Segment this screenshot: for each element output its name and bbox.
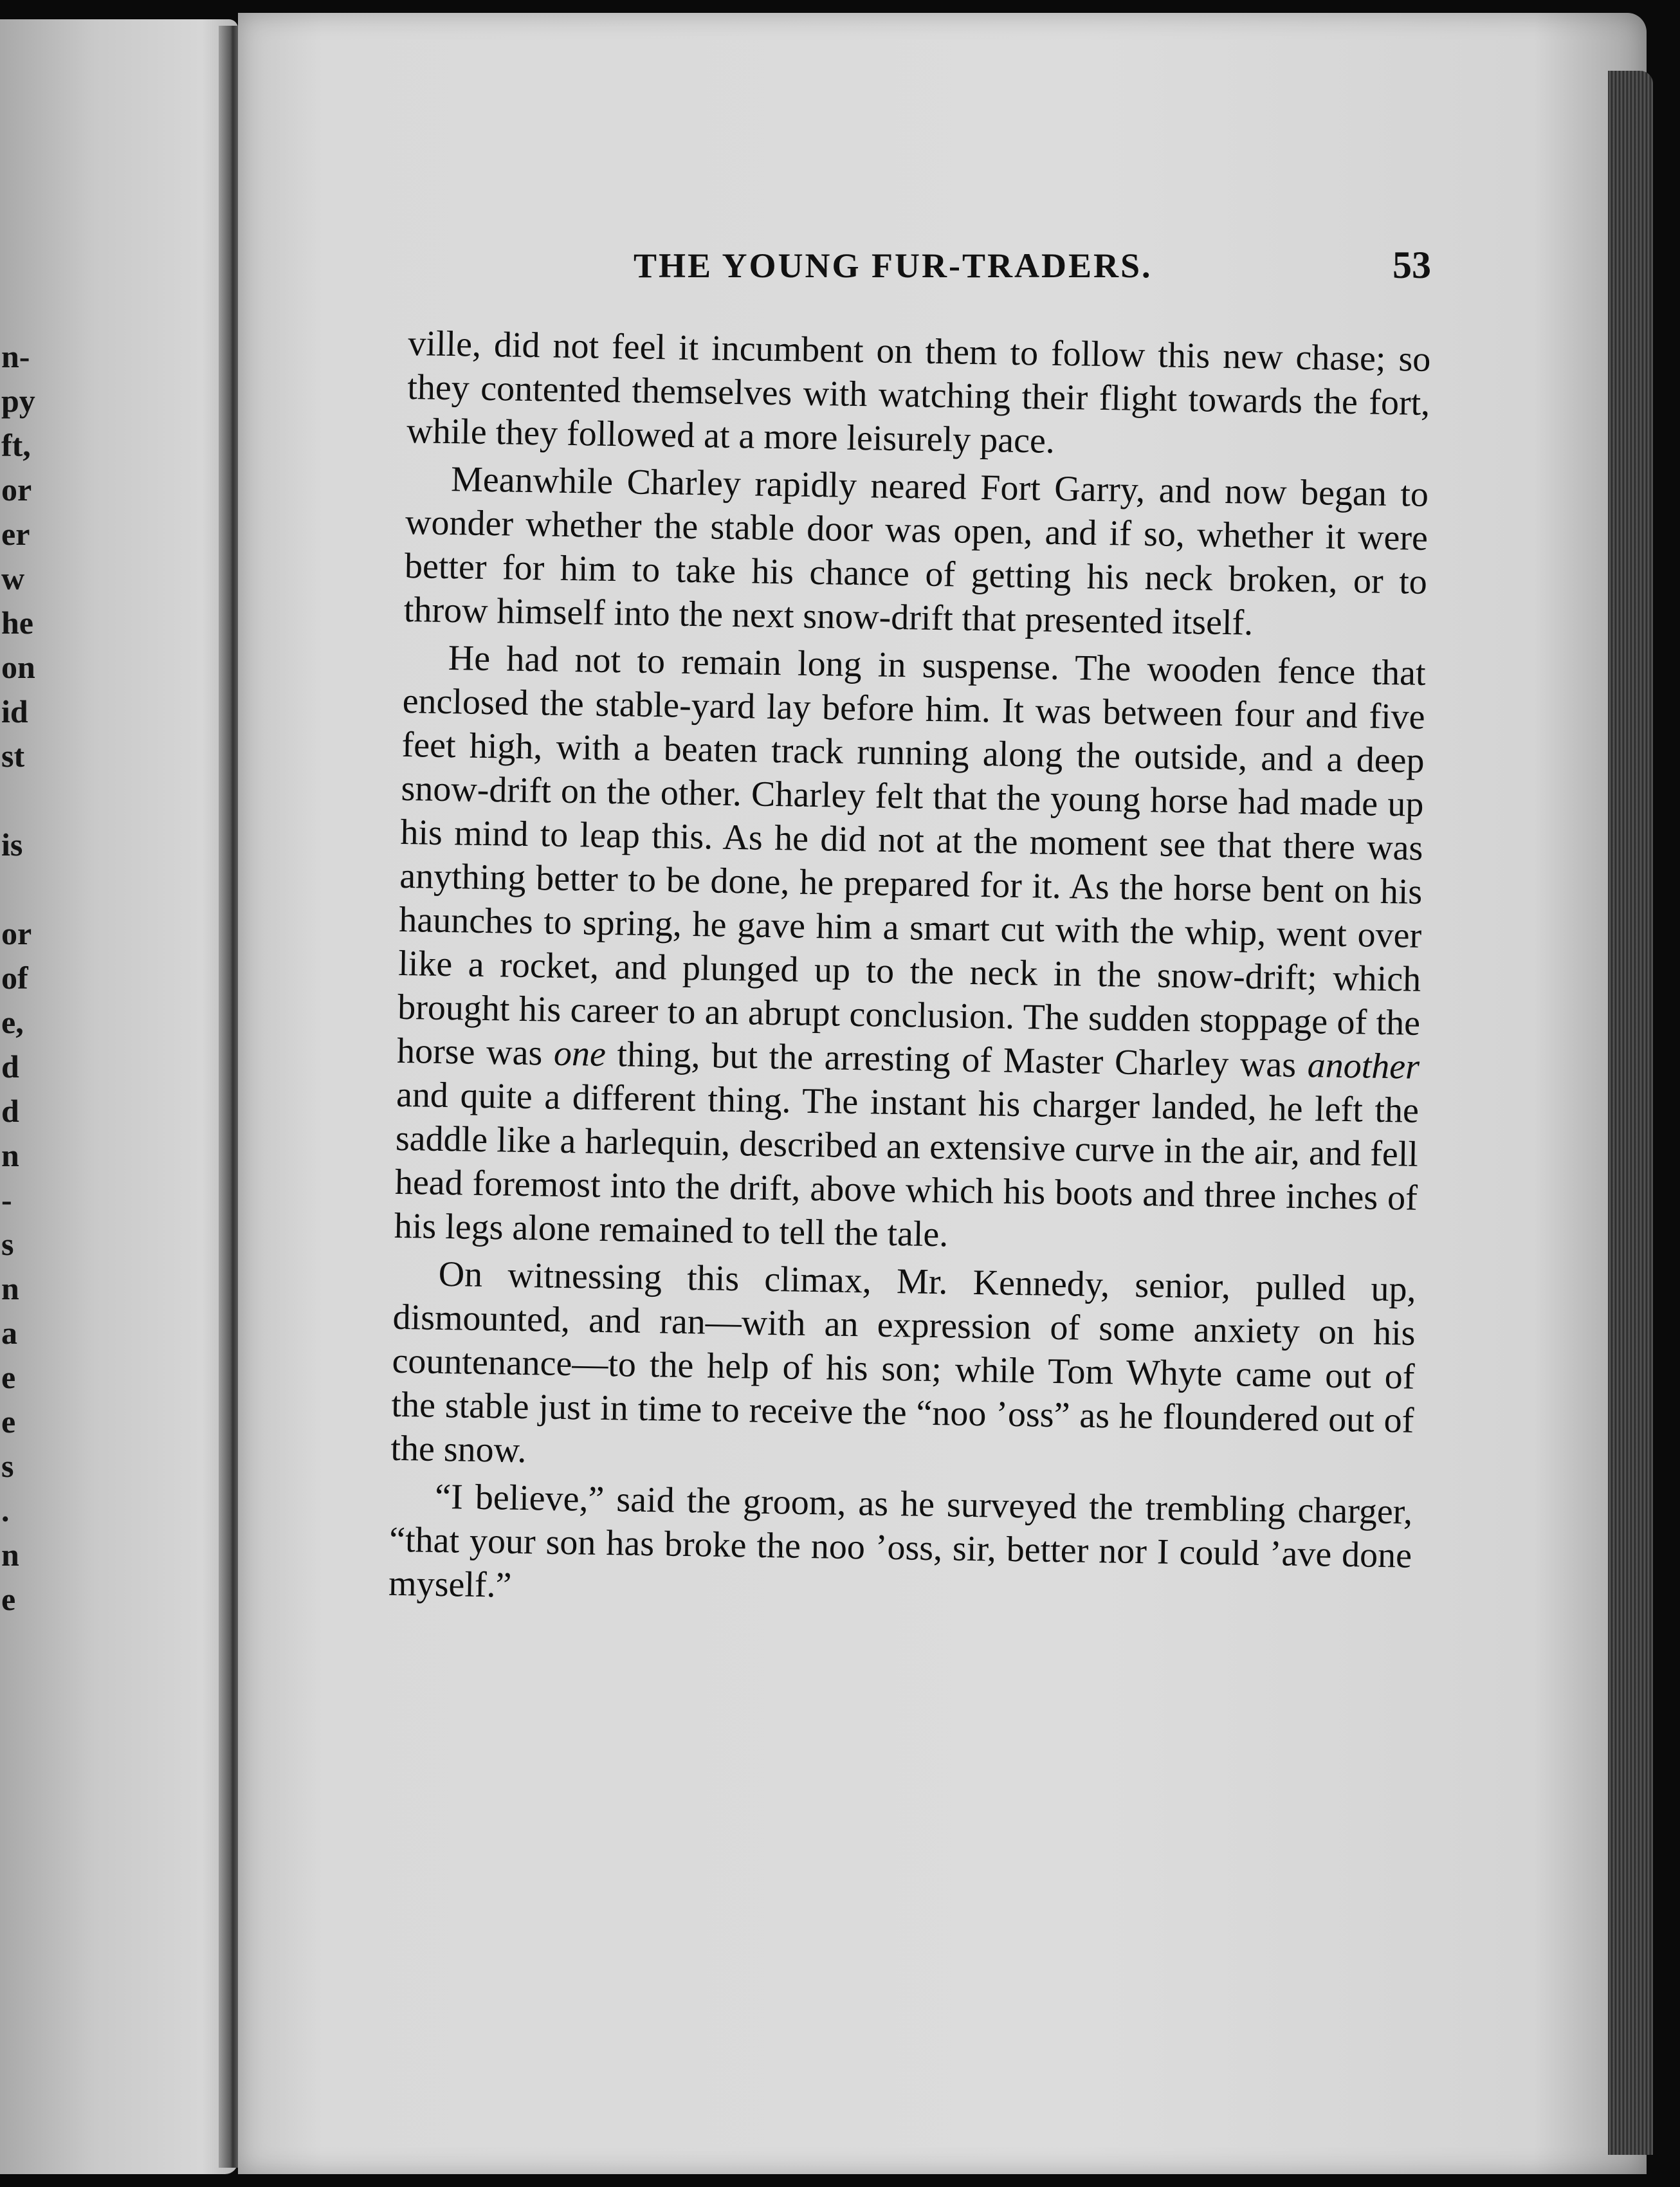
edge-fragment: - bbox=[1, 1182, 12, 1218]
running-head: THE YOUNG FUR-TRADERS. bbox=[634, 246, 1153, 285]
italic-another: another bbox=[1307, 1045, 1420, 1087]
page-number: 53 bbox=[1392, 244, 1431, 286]
previous-page-edge-text bbox=[1, 334, 72, 1622]
edge-fragment: er bbox=[1, 516, 30, 552]
edge-fragment: e bbox=[1, 1359, 16, 1395]
page-fore-edge bbox=[1608, 71, 1653, 2155]
edge-fragment: n- bbox=[1, 338, 30, 374]
edge-fragment: he bbox=[1, 605, 33, 641]
edge-fragment: is bbox=[1, 827, 23, 863]
edge-fragment: py bbox=[1, 383, 35, 419]
edge-fragment: e bbox=[1, 1404, 16, 1440]
edge-fragment: d bbox=[1, 1093, 19, 1129]
edge-fragment: s bbox=[1, 1226, 14, 1262]
edge-fragment: s bbox=[1, 1448, 14, 1484]
paragraph-2: Meanwhile Charley rapidly neared Fort Garry, and now began to wonder whether the stable door was open, and if so, whether it were better for him to take his chance of getting his neck broken, or to throw himself into the next snow-drift that presented itself. bbox=[403, 459, 1429, 643]
edge-fragment: d bbox=[1, 1048, 19, 1084]
previous-page bbox=[0, 19, 238, 2174]
edge-fragment: e, bbox=[1, 1004, 24, 1040]
edge-fragment bbox=[1, 867, 72, 911]
paragraph-3 bbox=[394, 636, 1426, 1264]
edge-fragment: e bbox=[1, 1581, 16, 1617]
edge-fragment: or bbox=[1, 471, 32, 508]
edge-fragment: or bbox=[1, 915, 32, 951]
edge-fragment: w bbox=[1, 560, 25, 596]
edge-fragment: n bbox=[1, 1537, 19, 1573]
paragraph-3-part-c: and quite a different thing. The instant his charger landed, he left the saddle like a harlequin, described an extensive curve in the air, and fell head foremost into the drift, above which his boots and three inches of his legs alone remained to tell the tale. bbox=[394, 1074, 1420, 1255]
paragraph-4: On witnessing this climax, Mr. Kennedy, senior, pulled up, dismounted, and ran—with an expression of some anxiety on his countenance—to the help of his son; while Tom Whyte came out of the stable just in time to receive the “noo ’oss” as he floundered out of the snow. bbox=[390, 1254, 1417, 1471]
paragraph-5: “I believe,” said the groom, as he surveyed the trembling charger, “that your son has broke the noo ’oss, sir, better nor I could ’ave done myself.” bbox=[388, 1476, 1413, 1606]
body-text bbox=[388, 322, 1431, 1622]
edge-fragment: n bbox=[1, 1137, 19, 1173]
italic-one: one bbox=[553, 1033, 607, 1074]
edge-fragment bbox=[1, 778, 72, 823]
edge-fragment: n bbox=[1, 1270, 19, 1306]
edge-fragment: a bbox=[1, 1315, 17, 1351]
edge-fragment: ft, bbox=[1, 427, 31, 463]
paragraph-3-part-b: thing, but the arresting of Master Charley was bbox=[605, 1034, 1308, 1086]
paragraph-1: ville, did not feel it incumbent on them to follow this new chase; so they contented themselves with watching their flight towards the fort, while they followed at a more leisurely pace. bbox=[406, 323, 1431, 461]
paragraph-3-part-a: He had not to remain long in suspense. The wooden fence that enclosed the stable-yard lay before him. It was between four and five feet high, with a beaten track running along the outside, and a deep snow-drift on the other. Charley felt that the young horse had made up his mind to leap this. As he did not at the moment see that there was anything better to be done, he prepared for it. As the horse bent on his haunches to spring, he gave him a smart cut with the whip, went over like a rocket, and plunged up to the neck in the snow-drift; which brought his career to an abrupt conclusion. The sudden stoppage of the horse was bbox=[396, 638, 1427, 1074]
edge-fragment: on bbox=[1, 649, 35, 685]
edge-fragment: id bbox=[1, 693, 28, 729]
edge-fragment: . bbox=[1, 1492, 10, 1528]
edge-fragment: of bbox=[1, 960, 28, 996]
edge-fragment: st bbox=[1, 738, 25, 774]
